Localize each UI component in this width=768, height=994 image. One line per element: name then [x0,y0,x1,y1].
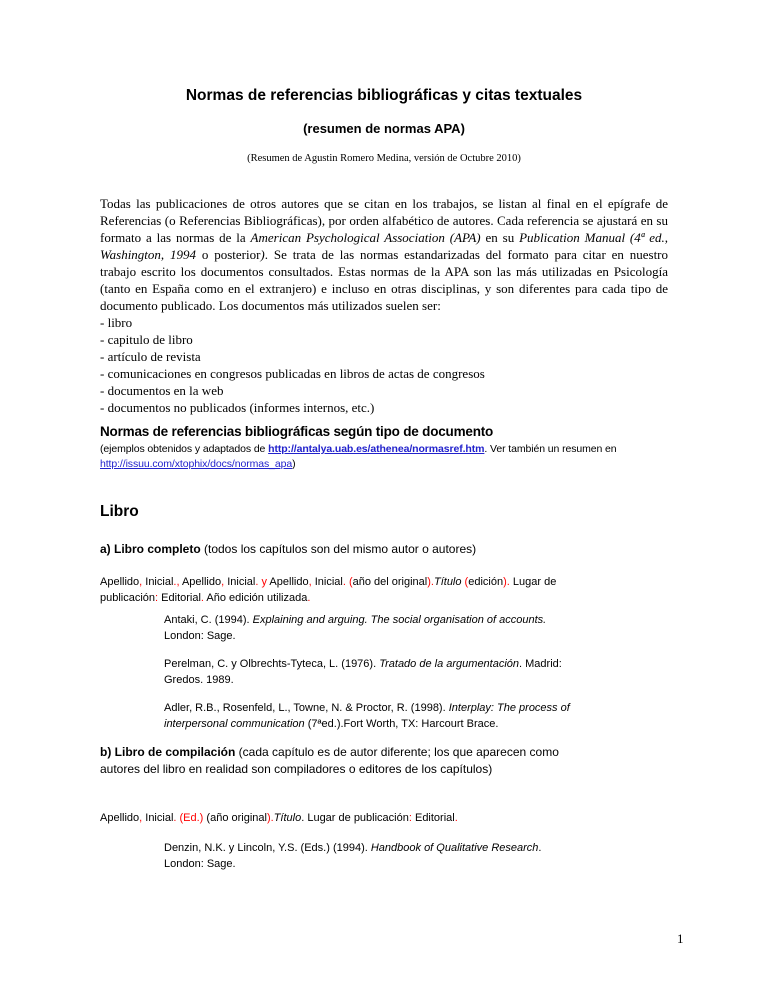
text-line [164,672,668,688]
text-segment: ). [503,576,510,588]
text-line [100,442,668,457]
list-item: - comunicaciones en congresos publicadas en libros de actas de congresos [100,366,485,381]
text-segment: . [255,576,259,588]
text-segment: Inicial [142,576,174,588]
text-line [100,574,668,590]
text-segment: Editorial [411,812,455,824]
text-segment: Inicial [311,576,343,588]
text-segment: (Ed.) [176,812,204,824]
text-segment: publicación [100,592,156,604]
text-segment: Apellido [266,576,309,588]
format-line-libro-compilacion [100,810,668,826]
text-segment: . [307,592,311,604]
text-segment: . Ver también un resumen en [484,443,617,455]
text-segment: Adler, R.B., Rosenfeld, L., Towne, N. & Proctor, R. (1998). [164,702,449,714]
text-segment: American Psychological Association (APA) [250,230,481,245]
text-segment: , [139,812,143,824]
text-segment: interpersonal communication [164,718,305,730]
text-segment: Publication Manual (4ª ed., Washington, 1994 [100,230,668,262]
text-segment: ) [292,458,296,470]
text-line [100,457,668,472]
list-item: - capitulo de libro [100,332,193,347]
text-segment: autores del libro en realidad son compiladores o editores de los capítulos) [100,762,493,776]
text-line [164,840,668,856]
text-segment: Título [273,812,302,824]
reference-adler [164,700,668,732]
text-segment: Inicial [142,812,174,824]
text-segment: . [173,812,177,824]
text-segment: a) Libro completo [100,542,201,556]
text-segment: Handbook of Qualitative Research [370,842,539,854]
text-segment: , [176,576,180,588]
page-number: 1 [677,931,684,946]
reference-antaki [164,612,668,644]
text-segment: Inicial [224,576,256,588]
text-segment: . [538,842,542,854]
author-version-note: (Resumen de Agustin Romero Medina, versión de Octubre 2010) [247,153,521,164]
text-segment: . [173,576,177,588]
reference-denzin [164,840,668,872]
text-segment: Tratado de la argumentación [379,658,520,670]
list-item: - libro [100,315,133,330]
text-segment: . [200,592,204,604]
text-segment: en su [480,230,520,245]
text-line [100,590,668,606]
text-segment: (cada capítulo es de autor diferente; los que aparecen como [235,745,559,759]
text-segment: Gredos. 1989. [164,674,234,686]
hyperlink[interactable]: http://issuu.com/xtophix/docs/normas_apa [100,458,293,470]
section-heading: Normas de referencias bibliográficas según tipo de documento [100,424,494,439]
text-segment: : [408,812,412,824]
document-subtitle: (resumen de normas APA) [303,121,465,136]
text-line [100,761,668,778]
text-segment: año original [210,812,267,824]
format-line-libro-completo [100,574,668,606]
text-segment: London: Sage. [164,858,236,870]
list-item: - documentos no publicados (informes internos, etc.) [100,400,375,415]
text-segment: ). [427,576,434,588]
text-segment: , [139,576,143,588]
text-line [164,628,668,644]
text-segment: . Madrid: [519,658,562,670]
text-segment: Título [433,576,462,588]
text-segment: . [454,812,458,824]
reference-examples-a [100,612,668,732]
libro-compilacion-heading [100,744,668,778]
list-item: - documentos en la web [100,383,224,398]
text-line [100,744,668,761]
text-segment: ( [203,812,211,824]
section-source-note [100,442,668,472]
text-segment: Editorial [158,592,201,604]
text-segment: Denzin, N.K. y Lincoln, Y.S. (Eds.) (1994). [164,842,371,854]
text-segment: . Se trata de las normas estandarizadas del formato para citar en nuestro trabajo escrito los documentos consultados. Estas normas de la APA son las más utilizadas en Psicología (tanto en España como en el extranjero) e incluso en otras disciplinas, y son diferentes para cada tipo de documento publicado. Los documentos más utilizados suelen ser: [100,247,669,313]
text-segment: Interplay: The process of [448,702,570,714]
text-line [164,656,668,672]
text-segment: o posterior [196,247,261,262]
text-segment: . Lugar de publicación [301,812,409,824]
document-type-list [100,314,668,416]
text-segment: ). [266,812,274,824]
list-item: - artículo de revista [100,349,201,364]
text-segment: año del original [352,576,428,588]
text-segment: edición [468,576,504,588]
hyperlink[interactable]: http://antalya.uab.es/athenea/normasref.htm [268,443,485,455]
text-segment: Antaki, C. (1994). [164,614,253,626]
text-segment: Apellido [100,812,140,824]
reference-perelman [164,656,668,688]
text-line [164,612,668,628]
text-segment: : [155,592,159,604]
text-line [164,700,668,716]
document-title: Normas de referencias bibliográficas y citas textuales [185,87,583,104]
text-line [164,856,668,872]
text-segment: (ejemplos obtenidos y adaptados de [100,443,269,455]
text-segment: Explaining and arguing. The social organisation of accounts. [252,614,547,626]
text-segment: ) [260,247,265,262]
intro-paragraph [100,195,668,314]
libro-completo-heading [100,541,668,558]
text-segment: , [221,576,225,588]
text-segment: Apellido [179,576,222,588]
text-segment: ( [345,576,353,588]
text-line [164,716,668,732]
text-segment: y [258,576,267,588]
text-segment: Lugar de [509,576,557,588]
libro-heading: Libro [100,503,139,520]
text-segment: . [342,576,346,588]
text-segment: (7ªed.).Fort Worth, TX: Harcourt Brace. [304,718,499,730]
text-segment: (todos los capítulos son del mismo autor o autores) [200,542,477,556]
text-segment: , [308,576,312,588]
text-segment: Perelman, C. y Olbrechts-Tyteca, L. (1976). [164,658,380,670]
text-segment: Apellido [100,576,140,588]
text-segment: London: Sage. [164,630,236,642]
text-segment: ( [461,576,469,588]
text-segment: b) Libro de compilación [100,745,236,759]
text-segment: Año edición utilizada [203,592,308,604]
text-segment: Todas las publicaciones de otros autores que se citan en los trabajos, se listan al final en el epígrafe de Referencias (o Referencias Bibliográficas), por orden alfabético de autores. Cada referencia se ajustará en su formato a las normas de la [100,196,668,245]
